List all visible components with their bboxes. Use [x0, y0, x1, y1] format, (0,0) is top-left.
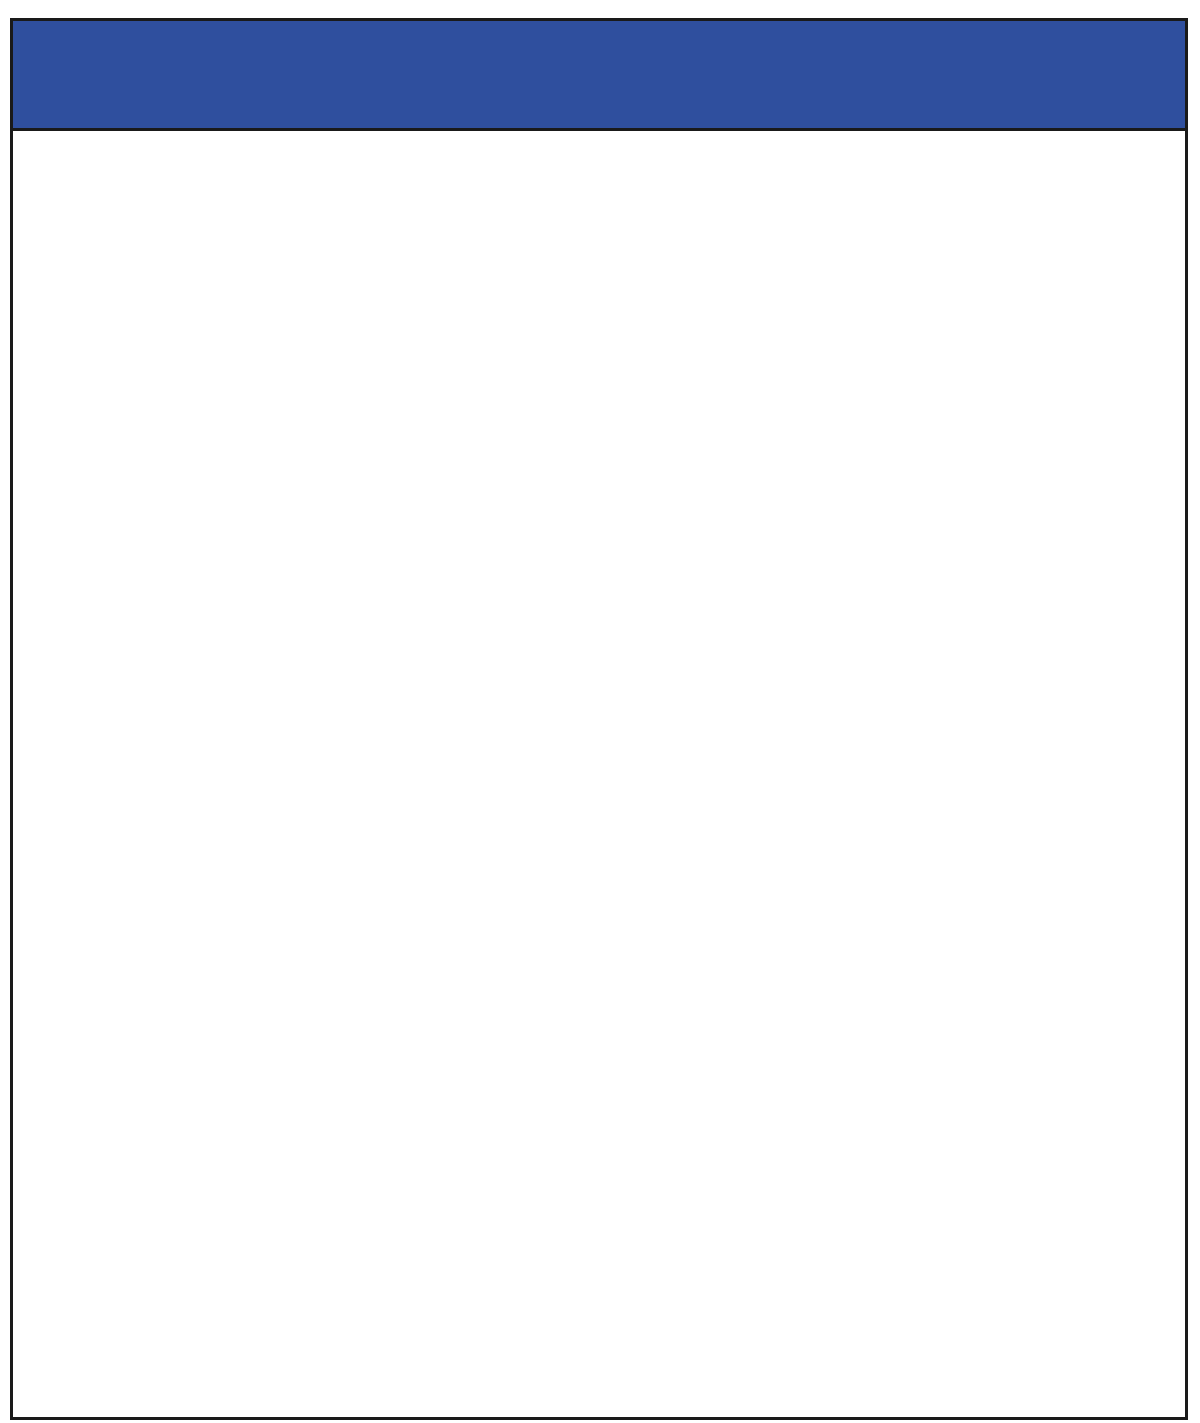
spec-table-frame: [10, 18, 1188, 1420]
spec-table: [13, 131, 1185, 1417]
title-bar: [13, 21, 1185, 131]
